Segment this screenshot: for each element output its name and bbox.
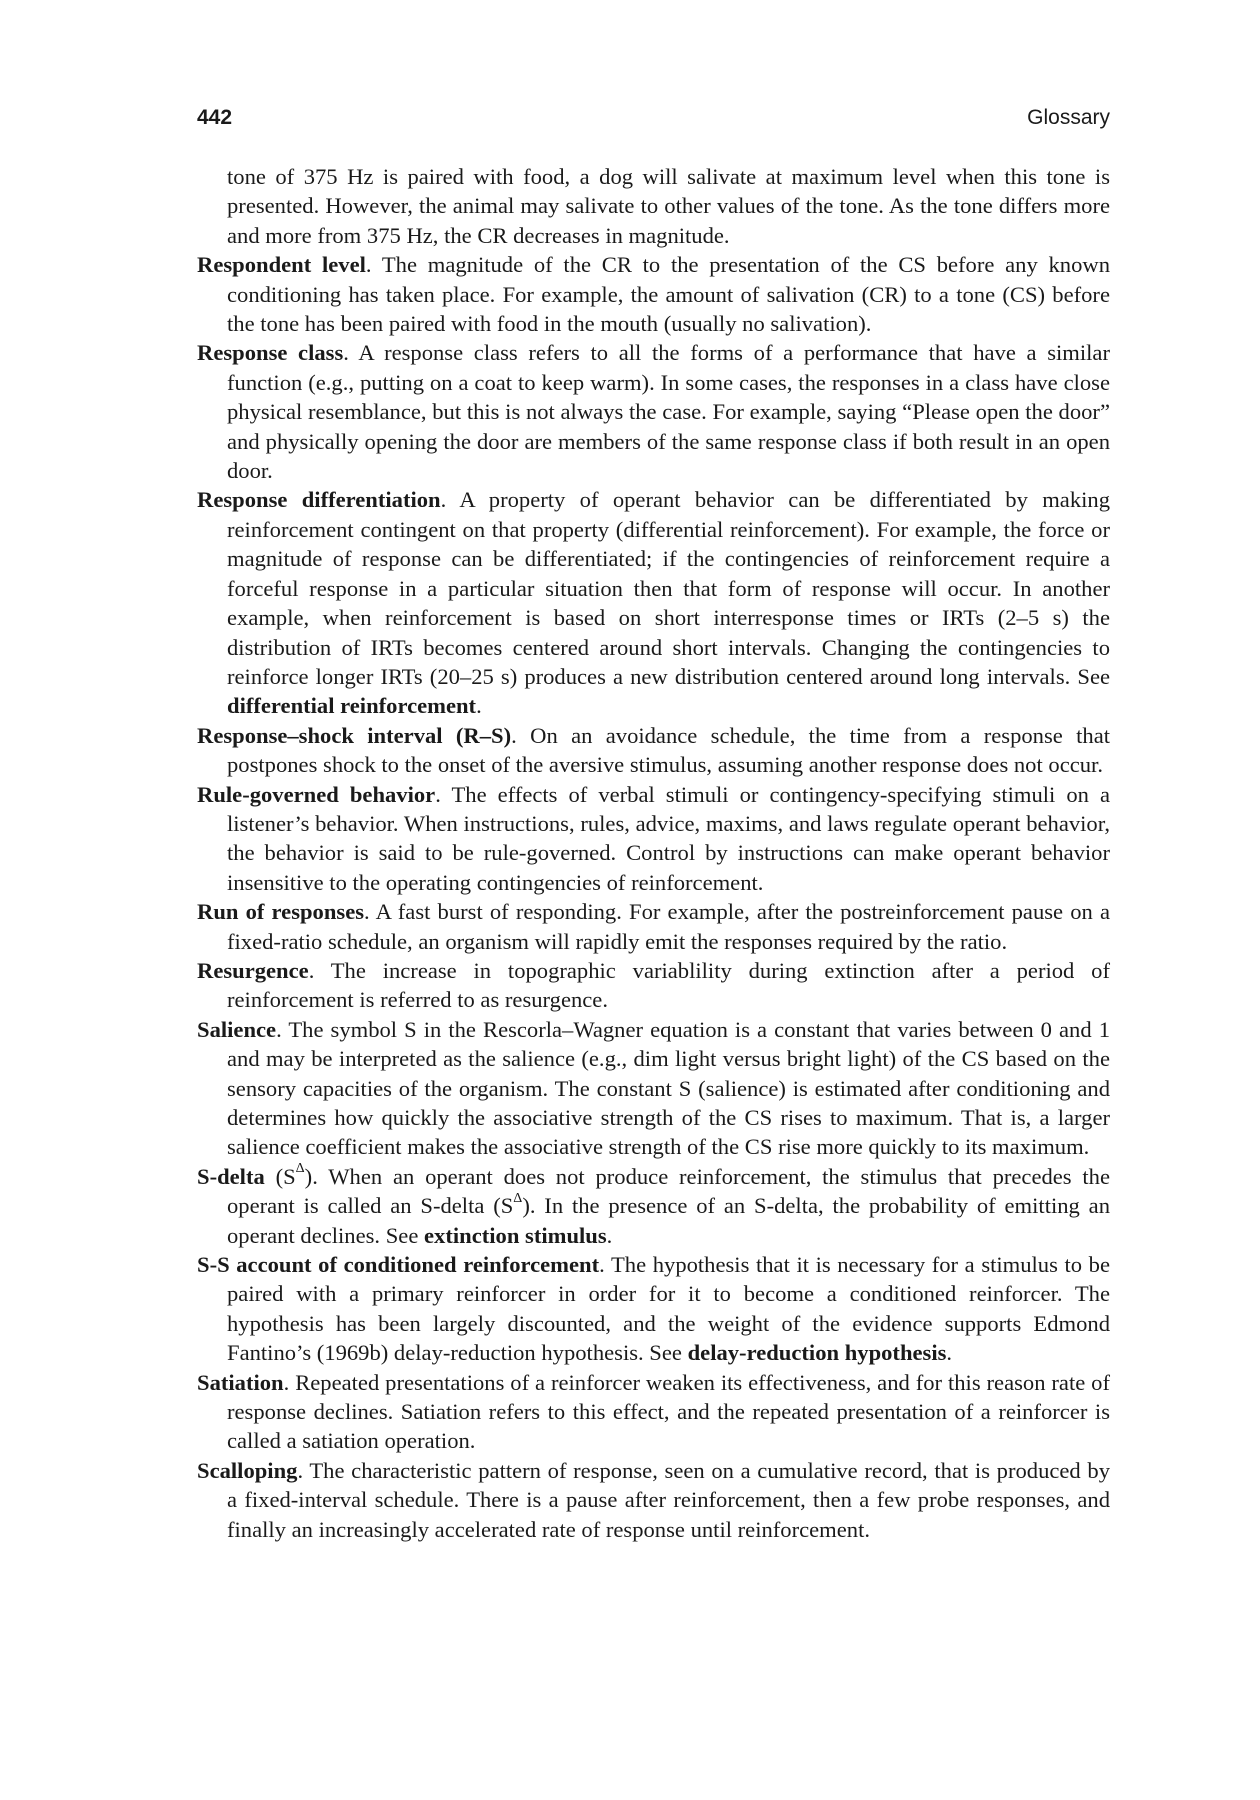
definition-s-delta-part-1: . When an operant does not produce reinforcement, the stimulus that precedes the operant is called an S-delta (S — [227, 1163, 1110, 1219]
s-delta-symbol-close: ) — [304, 1163, 313, 1189]
see-also-delay-reduction-hypothesis: delay-reduction hypothesis — [687, 1340, 947, 1366]
definition-ss-account: . The hypothesis that it is necessary for a stimulus to be paired with a primary reinforcer in order for it to become a conditioned reinforcer. The hypothesis has been largely discounted, and the weight of the evidence supports Edmond Fantino’s (1969b) delay-reduction hypothesis. See — [227, 1252, 1111, 1366]
see-also-extinction-stimulus: extinction stimulus — [424, 1222, 607, 1248]
continued-text: tone of 375 Hz is paired with food, a dog will salivate at maximum level when this tone is presented. However, the animal may salivate to other values of the tone. As the tone differs more and more from 375 Hz, the CR decreases in magnitude. — [227, 164, 1110, 248]
entry-respondent-level — [197, 250, 1110, 338]
term-resurgence: Resurgence — [197, 957, 309, 983]
term-response-shock-interval: Response–shock interval (R–S) — [197, 722, 512, 748]
term-rule-governed-behavior: Rule-governed behavior — [197, 781, 436, 807]
entry-s-delta — [197, 1162, 1110, 1250]
entry-salience — [197, 1015, 1110, 1162]
entry-resurgence — [197, 956, 1110, 1015]
definition-end: . — [476, 693, 482, 719]
term-respondent-level: Respondent level — [197, 252, 366, 278]
page-header — [197, 106, 1110, 136]
entry-response-shock-interval — [197, 721, 1110, 780]
term-scalloping: Scalloping — [197, 1457, 298, 1483]
definition-scalloping: . The characteristic pattern of response, seen on a cumulative record, that is produced by a fixed-interval schedule. There is a pause after reinforcement, then a few probe responses, and finally an increasingly accelerated rate of response until reinforcement. — [227, 1457, 1110, 1542]
continued-definition — [197, 162, 1110, 250]
term-response-class: Response class — [197, 340, 344, 366]
term-response-differentiation: Response differentiation — [197, 487, 441, 513]
term-run-of-responses: Run of responses — [197, 899, 365, 925]
glossary-content — [197, 162, 1110, 1544]
definition-response-class: . A response class refers to all the forms of a performance that have a similar function (e.g., putting on a coat to keep warm). In some cases, the responses in a class have close physical resemblance, but this is not always the case. For example, saying “Please open the door” and physically opening the door are members of the same response class if both result in an open door. — [227, 340, 1110, 484]
entry-response-differentiation — [197, 485, 1110, 720]
delta-symbol: Δ — [295, 1161, 305, 1177]
entry-rule-governed-behavior — [197, 780, 1110, 898]
definition-run-of-responses: . A fast burst of responding. For example, after the postreinforcement pause on a fixed-ratio schedule, an organism will rapidly emit the responses required by the ratio. — [227, 899, 1110, 954]
see-also-differential-reinforcement: differential reinforcement — [227, 693, 477, 719]
s-delta-symbol-open: (S — [264, 1163, 296, 1189]
definition-respondent-level: . The magnitude of the CR to the presentation of the CS before any known conditioning has taken place. For example, the amount of salivation (CR) to a tone (CS) before the tone has been paired with food in the mouth (usually no salivation). — [227, 252, 1111, 337]
definition-response-shock-interval: . On an avoidance schedule, the time from a response that postpones shock to the onset of the aversive stimulus, assuming another response does not occur. — [227, 722, 1111, 778]
term-s-delta: S-delta — [197, 1163, 265, 1189]
term-salience: Salience — [197, 1016, 277, 1042]
definition-end: . — [606, 1222, 613, 1248]
definition-response-differentiation: . A property of operant behavior can be differentiated by making reinforcement contingent on that property (differential reinforcement). For example, the force or magnitude of response can be differentiated; if the contingencies of reinforcement require a forceful response in a particular situation then that form of response will occur. In another example, when reinforcement is based on short interresponse times or IRTs (2–5 s) the distribution of IRTs becomes centered around short intervals. Changing the contingencies to reinforce longer IRTs (20–25 s) produces a new distribution centered around long intervals. See — [227, 487, 1110, 689]
running-head: Glossary — [1027, 106, 1110, 129]
entry-ss-account — [197, 1250, 1110, 1368]
entry-run-of-responses — [197, 897, 1110, 956]
definition-salience: . The symbol S in the Rescorla–Wagner equation is a constant that varies between 0 and 1 and may be interpreted as the salience (e.g., dim light versus bright light) of the CS based on the sensory capacities of the organism. The constant S (salience) is estimated after conditioning and determines how quickly the associative strength of the CS rises to maximum. That is, a larger salience coefficient makes the associative strength of the CS rise more quickly to its maximum. — [227, 1016, 1110, 1160]
entry-response-class — [197, 338, 1110, 485]
definition-end: . — [946, 1340, 953, 1366]
definition-satiation: . Repeated presentations of a reinforcer weaken its effectiveness, and for this reason rate of response declines. Satiation refers to this effect, and the repeated presentation of a reinforcer is called a satiation operation. — [227, 1369, 1110, 1454]
entry-scalloping — [197, 1456, 1110, 1544]
page-number: 442 — [197, 106, 233, 129]
delta-symbol: Δ — [513, 1190, 523, 1206]
definition-s-delta-part-2: ). In the presence of an S-delta, the probability of emitting an operant declines. See — [227, 1193, 1110, 1248]
definition-resurgence: . The increase in topographic variablility during extinction after a period of reinforcement is referred to as resurgence. — [227, 957, 1110, 1013]
term-ss-account: S-S account of conditioned reinforcement — [197, 1252, 600, 1278]
entry-satiation — [197, 1368, 1110, 1456]
term-satiation: Satiation — [197, 1369, 284, 1395]
definition-rule-governed-behavior: . The effects of verbal stimuli or contingency-specifying stimuli on a listener’s behavior. When instructions, rules, advice, maxims, and laws regulate operant behavior, the behavior is said to be rule-governed. Control by instructions can make operant behavior insensitive to the operating contingencies of reinforcement. — [227, 781, 1111, 895]
